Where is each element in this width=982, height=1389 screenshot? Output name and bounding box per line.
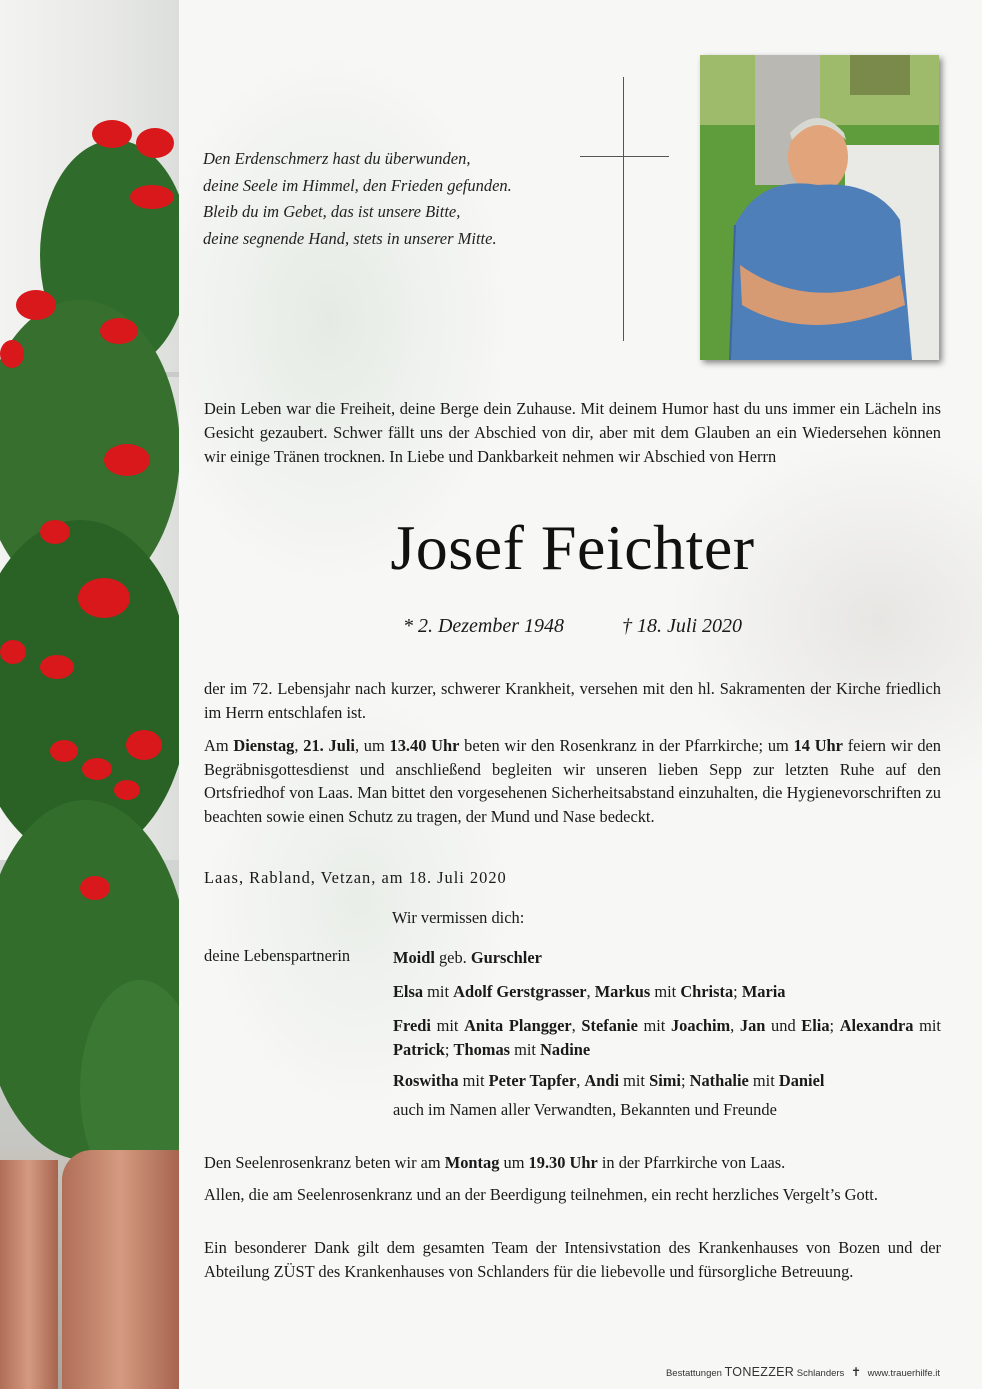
thanks-hospital: Ein besonderer Dank gilt dem gesamten Team der Intensivstation des Krankenhauses von Bozen und der Abteilung ZÜST des Krankenhauses von Schlanders für die liebevolle und fürsorgliche Betreuung. (204, 1238, 941, 1281)
mourner-name: Moidl (393, 948, 435, 967)
mourner-name: Gurschler (470, 948, 542, 967)
red-flower (80, 876, 110, 900)
red-flower (136, 128, 174, 158)
text-run: mit (430, 1016, 465, 1035)
mourner-line (393, 946, 941, 970)
mourner-name: Roswitha (393, 1071, 459, 1090)
red-flower (104, 444, 150, 476)
footer-url[interactable]: www.trauerhilfe.it (867, 1368, 940, 1379)
text-run: , (576, 1071, 585, 1090)
death-notice-text: der im 72. Lebensjahr nach kurzer, schwerer Krankheit, versehen mit den hl. Sakramenten der Kirche friedlich im Herrn entschlafen ist. (204, 679, 941, 722)
rosary-day: Dienstag (233, 736, 295, 755)
flower-pot (62, 1150, 179, 1389)
text-run: mit (637, 1016, 671, 1035)
red-flower (40, 655, 74, 679)
red-flower (100, 318, 138, 344)
rosary-date: 21. Juli (303, 736, 355, 755)
footer-credit (666, 1365, 940, 1379)
rosary-time: 13.40 Uhr (389, 736, 460, 755)
red-flower (0, 640, 26, 664)
text-run: ; (733, 982, 742, 1001)
portrait-photo (700, 55, 939, 360)
text-run: beten wir den Rosenkranz in der Pfarrkirche; um (459, 736, 794, 755)
text-run: , (294, 736, 304, 755)
funeral-time: 14 Uhr (793, 736, 843, 755)
text-run: um (499, 1153, 529, 1172)
red-flower (82, 758, 112, 780)
place-date: Laas, Rabland, Vetzan, am 18. Juli 2020 (204, 868, 507, 887)
text-run: Am (204, 736, 234, 755)
red-flower (78, 578, 130, 618)
text-run: , (586, 982, 595, 1001)
text-run: , (571, 1016, 582, 1035)
text-run: ; (680, 1071, 690, 1090)
mourner-name: Nadine (540, 1039, 591, 1059)
mourner-name: Daniel (778, 1071, 825, 1090)
we-miss-you: Wir vermissen dich: (392, 908, 525, 927)
birth-date: * 2. Dezember 1948 (402, 615, 565, 637)
text-run: Den Seelenrosenkranz beten wir am (204, 1153, 445, 1172)
mourner-name: Stefanie (581, 1016, 638, 1035)
red-flower (50, 740, 78, 762)
mourner-name: Christa (680, 982, 734, 1001)
rosary-day: Montag (444, 1153, 500, 1172)
red-flower (126, 730, 162, 760)
poem (203, 146, 583, 252)
mourner-name: Markus (594, 982, 651, 1001)
mourner-name: Simi (649, 1071, 681, 1090)
partner-label: deine Lebenspartnerin (204, 946, 351, 965)
text-run: ; (444, 1039, 454, 1059)
mourner-line (393, 980, 941, 1004)
mourner-closing: auch im Namen aller Verwandten, Bekannten und Freunde (393, 1100, 777, 1119)
text-run: , (730, 1016, 740, 1035)
red-flower (16, 290, 56, 320)
cross-icon (623, 77, 624, 341)
thanks-attendees: Allen, die am Seelenrosenkranz und an der Beerdigung teilnehmen, ein recht herzliches Vergelt’s Gott. (204, 1185, 878, 1204)
mourner-name: Maria (741, 982, 786, 1001)
mourner-line (393, 1014, 941, 1061)
mourner-name: Adolf Gerstgrasser (453, 982, 587, 1001)
trauerhilfe-logo-icon: ✝ (850, 1365, 862, 1379)
life-dates (204, 612, 941, 640)
rosary-notice (204, 1151, 941, 1175)
poem-line: deine Seele im Himmel, den Frieden gefunden. (203, 175, 512, 195)
funeral-details (204, 734, 941, 828)
text-run: mit (510, 1039, 541, 1059)
red-flower (0, 340, 24, 368)
mourner-name: Andi (584, 1071, 620, 1090)
flower-pot (0, 1160, 58, 1389)
text-run: ; (829, 1016, 840, 1035)
text-run: mit (748, 1071, 779, 1090)
mourner-name: Anita Plangger (464, 1016, 572, 1035)
text-run: geb. (434, 948, 471, 967)
mourner-name: Patrick (393, 1039, 445, 1059)
poem-line: Bleib du im Gebet, das ist unsere Bitte, (203, 202, 461, 221)
text-run: mit (619, 1071, 650, 1090)
text-run: mit (913, 1016, 941, 1035)
cross-icon-bar (580, 156, 669, 157)
text-run: in der Pfarrkirche von Laas. (597, 1153, 786, 1172)
mourner-name: Joachim (670, 1016, 731, 1035)
red-flower (114, 780, 140, 800)
mourner-name: Fredi (393, 1016, 431, 1035)
funeral-home-name: TONEZZER (724, 1365, 795, 1379)
poem-line: deine segnende Hand, stets in unserer Mitte. (203, 228, 497, 248)
text-run: und (765, 1016, 802, 1035)
footer-town: Schlanders (796, 1368, 845, 1379)
text-run: feiern wir den Begräbnisgottesdienst und anschließend begleiten wir unseren lieben Sepp zur letzten Ruhe auf den Ortsfriedhof von Laas. Man bittet den vorgesehenen Sicherheitsabstand einzuhalten, die Hygienevorschriften zu beachten sowie einen Schutz zu tragen, der Mund und Nase bedeckt. (204, 736, 941, 826)
red-flower (92, 120, 132, 148)
mourner-name: Peter Tapfer (488, 1071, 577, 1090)
mourner-name: Jan (739, 1016, 766, 1035)
mourner-name: Elsa (393, 982, 424, 1001)
mourner-name: Nathalie (689, 1071, 749, 1090)
text-run: , um (354, 736, 390, 755)
poem-line: Den Erdenschmerz hast du überwunden, (203, 149, 471, 168)
intro-text: Dein Leben war die Freiheit, deine Berge dein Zuhause. Mit deinem Humor hast du uns immer ein Lächeln ins Gesicht gezaubert. Schwer fällt uns der Abschied von dir, aber mit dem Glauben an ein Wiedersehen können wir einige Tränen trocknen. In Liebe und Dankbarkeit nehmen wir Abschied von Herrn (204, 399, 941, 466)
mourner-line (393, 1069, 941, 1093)
red-flower (40, 520, 70, 544)
text-run: mit (423, 982, 454, 1001)
text-run: mit (458, 1071, 489, 1090)
red-flower (130, 185, 174, 209)
deceased-name: Josef Feichter (390, 512, 755, 583)
geranium-photo (0, 0, 179, 1389)
mourner-name: Elia (801, 1016, 830, 1035)
rosary-time: 19.30 Uhr (528, 1153, 598, 1172)
footer-prefix: Bestattungen (665, 1368, 722, 1379)
death-date: † 18. Juli 2020 (622, 615, 743, 637)
mourner-name: Thomas (453, 1039, 511, 1059)
text-run: mit (650, 982, 681, 1001)
mourner-name: Alexandra (839, 1016, 914, 1035)
